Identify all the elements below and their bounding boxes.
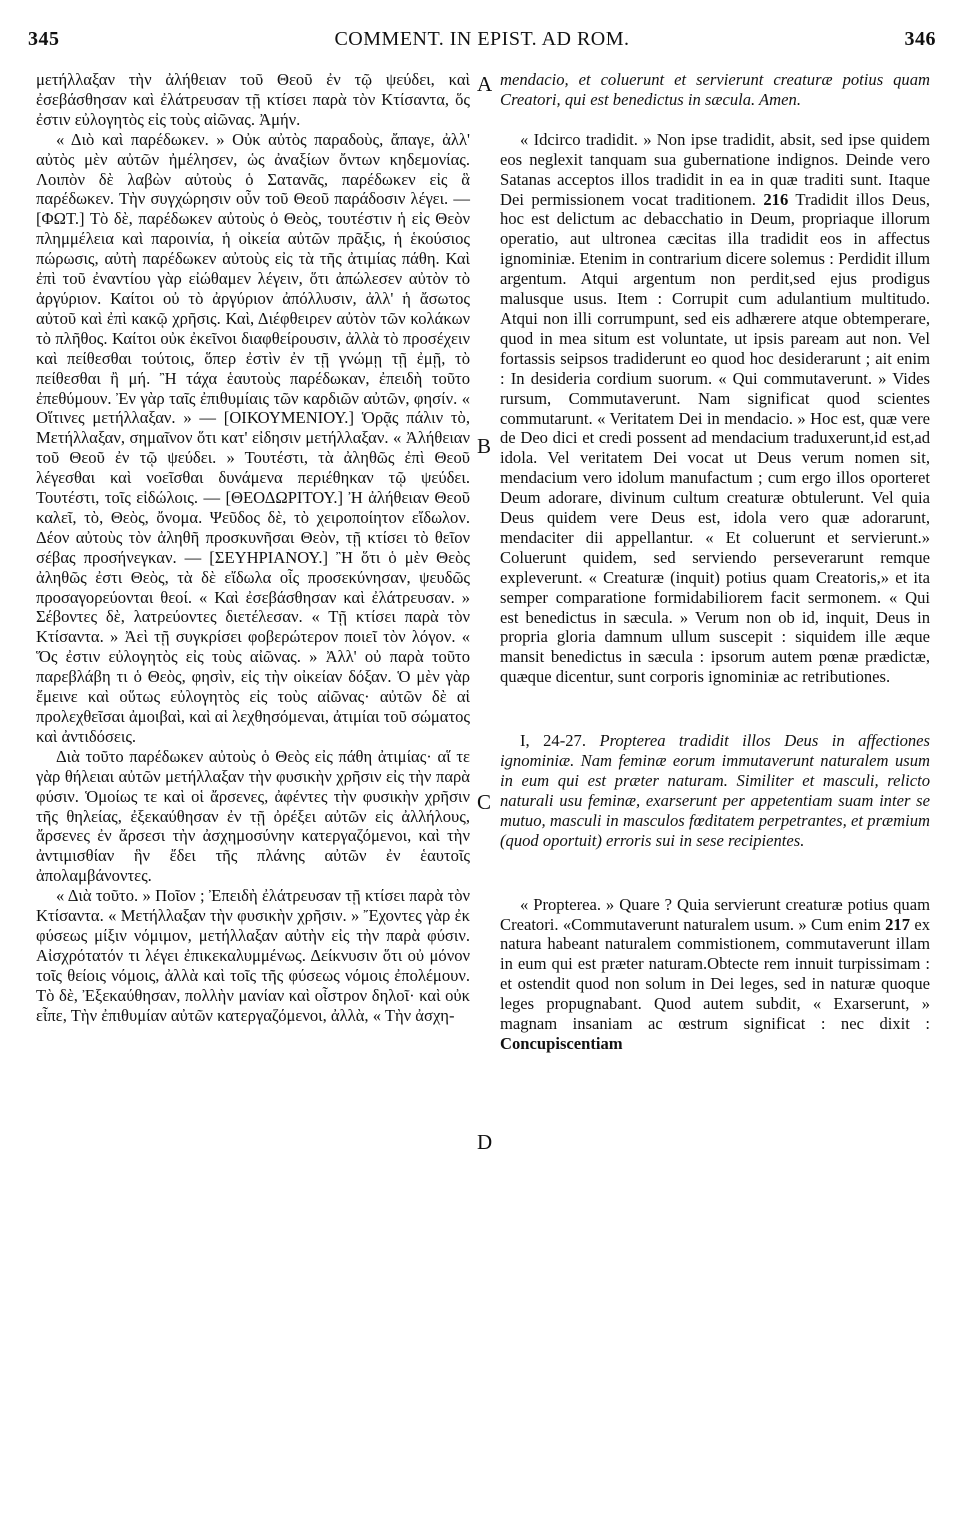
greek-column — [36, 70, 470, 1026]
verse-reference: I, 24-27. — [520, 731, 586, 751]
greek-paragraph-commentary-2: « Διὰ τοῦτο. » Ποῖον ; Ἐπειδὴ ἐλάτρευσαν τῇ κτίσει παρὰ τὸν Κτίσαντα. « Μετήλλαξαν τὴν φυσικὴν χρῆσιν. » Ἔχοντες γὰρ ἐκ φύσεως μίξιν νόμιμον, μετήλλαξαν αὐτὴν εἰς τὴν παρὰ φύσιν. Αἰσχρότατόν τι λέγει ἐπικεκαλυμμένως. Δείκνυσιν ὅτι οὐ μόνον τοῖς θείοις νόμοις, ἀλλὰ καὶ τοῖς τῆς φύσεως νόμοις ἐπολέμουν. Τὸ δὲ, Ἐξεκαύθησαν, πολλὴν μανίαν καὶ οἶστρον δηλοῖ· καὶ οὐκ εἶπε, Τὴν ἐπιθυμίαν αὐτῶν κατεργαζόμενοι, ἀλλὰ, « Τὴν ἀσχη- — [36, 886, 470, 1025]
marginal-number-217: 217 — [885, 914, 910, 934]
latin-verse-2 — [500, 731, 930, 850]
latin-column — [500, 70, 930, 1054]
latin-commentary-1 — [500, 130, 930, 687]
running-title: COMMENT. IN EPIST. AD ROM. — [334, 28, 630, 50]
greek-paragraph-verse: μετήλλαξαν τὴν ἀλήθειαν τοῦ Θεοῦ ἐν τῷ ψεύδει, καὶ ἐσεβάσθησαν καὶ ἐλάτρευσαν τῇ κτίσει παρὰ τὸν Κτίσαντα, ὅς ἐστιν εὐλογητὸς εἰς τοὺς αἰῶνας. Ἀμήν. — [36, 70, 470, 129]
greek-paragraph-verse-2: Διὰ τοῦτο παρέδωκεν αὐτοὺς ὁ Θεὸς εἰς πάθη ἀτιμίας· αἵ τε γὰρ θήλειαι αὐτῶν μετήλλαξαν τὴν φυσικὴν χρῆσιν εἰς τὴν παρὰ φύσιν. Ὁμοίως τε καὶ οἱ ἄρσενες, ἀφέντες τὴν φυσικὴν χρῆσιν τῆς θηλείας, ἐξεκαύθησαν ἐν τῇ ὀρέξει αὐτῶν εἰς ἀλλήλους, ἄρσενες ἐν ἄρσεσι τὴν ἀσχημοσύνην κατεργαζόμενοι, καὶ τὴν ἀντιμισθίαν ἣν ἔδει τῆς πλάνης αὐτῶν ἐν ἑαυτοῖς ἀπολαμβάνοντες. — [36, 746, 470, 886]
page-number-right: 346 — [904, 28, 936, 50]
latin-commentary-1-continued: Tradidit illos Deus, hoc est delictum ac debacchatio in Deum, propriaque illorum operatio, aut ultronea cæcitas illa tradidit eos in affectus ignominiæ. Etenim in contrarium dicere solemus : Perdidit illum argentum. Atqui argentum non perdit,sed ejus prodigus malusque usus. Item : Corrupit cum adulantium multitudo. Atqui non illi corrumpunt, sed eis adhærere atque obtemperare, quod in mea situm est voluntate, ut ipsis paream aut non. Vel fortassis seipsos tradiderunt eo quod hoc desiderarunt ; ait enim : In desideria cordium suorum. « Qui commutaverunt. » Vides rursum, Commutaverunt. Nam significat quod scientes commutarunt. « Veritatem Dei in mendacio. » Hoc est, quæ vere de Deo dici et credi possent ad mendacium traduxerunt,id est,ad idola. Vel veritatem Dei vocat ut Deus verum nomen sit, mendacium vero idolum manufactum ; cum ergo illos oporteret Deum adorare, divinum cultum creaturæ obtulerunt. Vel quia Deus quidem vere Deus est, idola vero quæ adorarunt, mendaciter dii appellantur. « Et coluerunt et servierunt.» Coluerunt quidem, sed serviendo perseverarunt remque expleverunt. « Creaturæ (inquit) potius quam Creatoris,» et ita semper comparatione formidabiliorem facit sermonem. « Qui est benedictus in sæcula. » Verum non ob id, inquit, Deus in propria gloria damnum ullum suscepit : siquidem ille æque mansit benedictus in sæcula : ipsorum autem pœnæ prædictæ, quæque dicentur, sunt corporis ignominiæ ac retributiones. — [500, 189, 930, 687]
latin-verse-1: mendacio, et coluerunt et servierunt creaturæ potius quam Creatori, qui est benedictus in sæcula. Amen. — [500, 70, 930, 109]
greek-paragraph-commentary: « Διὸ καὶ παρέδωκεν. » Οὐκ αὐτὸς παραδοὺς, ἄπαγε, ἀλλ' αὐτὸς μὲν αὐτῶν ἠμέλησεν, ὡς ἀναξίων ὄντων κηδεμονίας. Λοιπὸν δὲ λαβὼν αὐτοὺς ὁ Σατανᾶς, παρέδωκεν εἰς ἃ παρέδωκεν. Τὴν συγχώρησιν οὖν τοῦ Θεοῦ παράδοσιν λέγει. — [ΦΩΤ.] Τὸ δὲ, παρέδωκεν αὐτοὺς ὁ Θεὸς, τουτέστιν ἡ εἰς Θεὸν πλημμέλεια καὶ παροινία, ἡ οἰκεία αὐτῶν πρᾶξις, ἡ ἑκούσιος πώρωσις, αὐτὴ παρέδωκεν αὐτοὺς εἰς τὰ τῆς ἀτιμίας πάθη. Καὶ ἐπὶ τοῦ ἐναντίου γὰρ εἰώθαμεν λέγειν, ὅτι ἀπώλεσεν αὐτὸν τὸ ἀργύριον. Καίτοι οὐ τὸ ἀργύριον ἀπόλλυσιν, ἀλλ' ἡ ἄσωτος αὐτοῦ καὶ ἐπὶ κακῷ χρῆσις. Καὶ, Διέφθειρεν αὐτὸν τῶν κολάκων τὸ πλῆθος. Καίτοι οὐκ ἐκεῖνοι διαφθείρουσιν, ἀλλὰ τὸ προσέχειν καὶ πείθεσθαι τούτοις, ὅπερ ἐστὶν ἐν τῇ γνώμῃ τῇ ἐμῇ, τὸ πείθεσθαι ἢ μή. Ἢ τάχα ἑαυτοὺς παρέδωκαν, ἐπειδὴ τοῦτο ἐπεθύμουν. Ἐν γὰρ ταῖς ἐπιθυμίαις τῶν καρδιῶν αὐτῶν, φησίν. « Οἵτινες μετήλλαξαν. » — [ΟΙΚΟΥΜΕΝΙΟΥ.] Ὁρᾷς πάλιν τὸ, Μετήλλαξαν, σημαῖνον ὅτι κατ' εἰδησιν μετήλλαξαν. « Ἀλήθειαν τοῦ Θεοῦ ἐν τῷ ψεύδει. » Τουτέστι, τὰ ἀληθῶς ἐπὶ Θεοῦ λέγεσθαι καὶ νοεῖσθαι δυνάμενα περιέθηκαν τῷ ψεύδει. Τουτέστι, τοῖς εἰδώλοις. — [ΘΕΟΔΩΡΙΤΟΥ.] Ἠ ἀλήθειαν Θεοῦ καλεῖ, τὸ, Θεὸς, ὄνομα. Ψεῦδος δὲ, τὸ χειροποίητον εἴδωλον. Δέον αὐτοὺς τὸν ἀληθῆ προσκυνῆσαι Θεὸν, τῇ κτίσει τὸ θεῖον σέβας προσήνεγκαν. — [ΣΕΥΗΡΙΑΝΟΥ.] Ἢ ὅτι ὁ μὲν Θεὸς ἀληθῶς ἐστι Θεὸς, τὰ δὲ εἴδωλα οἷς προσεκύνησαν, ψευδῶς προσαγορεύονται θεοί. « Καὶ ἐσεβάσθησαν καὶ ἐλάτρευσαν. » Σέβοντες δὲ, λατρεύοντες διετέλεσαν. « Τῇ κτίσει παρὰ τὸν Κτίσαντα. » Ἀεὶ τῇ συγκρίσει φοβερώτερον ποιεῖ τὸν λόγον. « Ὅς ἐστιν εὐλογητὸς εἰς τοὺς αἰῶνας. » Ἀλλ' οὐ παρὰ τοῦτο παρεβλάβη τι ὁ Θεὸς, φησὶν, εἰς τὴν οἰκείαν δόξαν. Ὁ μὲν γὰρ ἔμεινε καὶ οὕτως εὐλογητὸς εἰς τοὺς αἰῶνας· αὐτῶν δὲ αἱ προλεχθεῖσαι ἀμοιβαὶ, καὶ αἱ λεχθησόμεναι, ἀτιμίαι τοῦ σώματος καὶ ἀντιδόσεις. — [36, 129, 470, 746]
margin-marker-d: D — [477, 1130, 493, 1154]
margin-marker-a: A — [477, 72, 493, 96]
page-number-left: 345 — [28, 28, 60, 50]
latin-commentary-2-text: « Propterea. » Quare ? Quia servierunt creaturæ potius quam Creatori. «Commutaverunt naturalem usum. » Cum enim — [500, 894, 930, 934]
page-header — [28, 28, 936, 62]
latin-verse-2-text: Propterea tradidit illos Deus in affectiones ignominiæ. Nam feminæ eorum immutaverunt naturalem usum in eum qui est præter naturam. Similiter et masculi, relicto naturali usu feminæ, exarserunt per appetentiam suam inter se mutuo, masculi in masculos fœditatem perpetrantes, et præmium (quod oportuit) erroris sui in sese recipientes. — [500, 731, 930, 850]
margin-marker-b: B — [477, 434, 492, 458]
latin-commentary-1-text: « Idcirco tradidit. » Non ipse tradidit, absit, sed ipse quidem eos neglexit tanquam sua gubernatione indignos. Deinde vero Satanas acceptos illos tradidit in ea in quæ traditi sunt. Itaque Dei permissionem vocat traditionem. — [500, 129, 930, 209]
latin-commentary-2-final-word: Concupiscentiam — [500, 1033, 623, 1053]
latin-commentary-2-continued: ex natura habeant naturalem commistionem, commutaverunt illam in eum qui est præter naturam.Obtecte rem innuit turpissimam : et ostendit quod non solum in Dei leges, sed in naturæ quoque leges propugnabant. Quod autem subdit, « Exarserunt, » magnam insaniam ac œstrum significat : nec dixit : — [500, 914, 930, 1034]
latin-commentary-2 — [500, 895, 930, 1054]
marginal-number-216: 216 — [763, 189, 789, 209]
margin-marker-c: C — [477, 790, 492, 814]
